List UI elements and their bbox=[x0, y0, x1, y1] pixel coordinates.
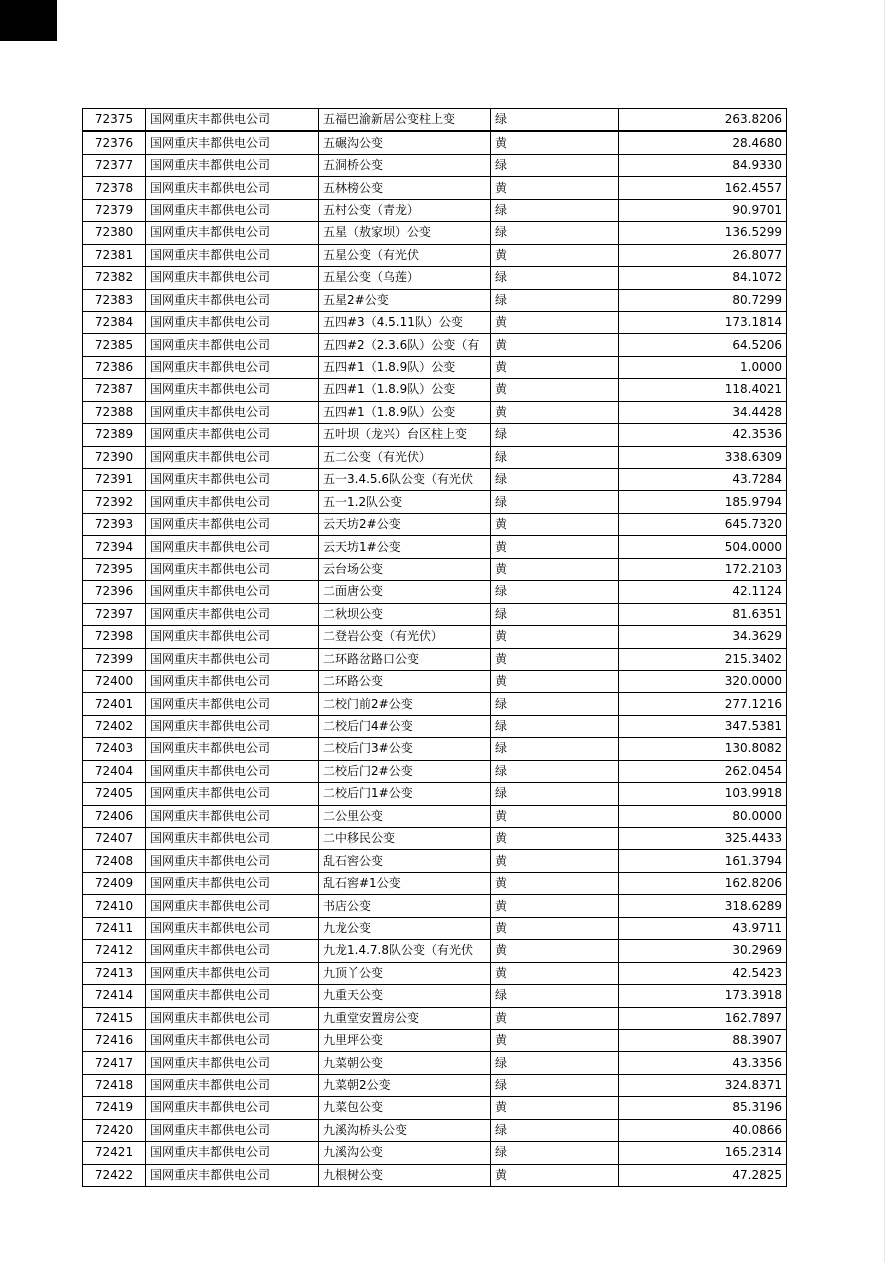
row-id-cell: 72408 bbox=[83, 850, 146, 872]
status-cell: 黄 bbox=[491, 895, 619, 917]
company-cell: 国网重庆丰都供电公司 bbox=[146, 558, 319, 580]
company-cell: 国网重庆丰都供电公司 bbox=[146, 940, 319, 962]
value-cell: 504.0000 bbox=[619, 536, 787, 558]
value-cell: 47.2825 bbox=[619, 1164, 787, 1186]
company-cell: 国网重庆丰都供电公司 bbox=[146, 154, 319, 176]
status-cell: 黄 bbox=[491, 536, 619, 558]
table-row bbox=[83, 1029, 787, 1051]
value-cell: 43.9711 bbox=[619, 917, 787, 939]
company-cell: 国网重庆丰都供电公司 bbox=[146, 334, 319, 356]
status-cell: 黄 bbox=[491, 558, 619, 580]
status-cell: 绿 bbox=[491, 715, 619, 737]
company-cell: 国网重庆丰都供电公司 bbox=[146, 222, 319, 244]
row-id-cell: 72387 bbox=[83, 379, 146, 401]
status-cell: 绿 bbox=[491, 738, 619, 760]
transformer-name-cell: 九菜包公变 bbox=[319, 1097, 491, 1119]
status-cell: 黄 bbox=[491, 850, 619, 872]
transformer-name-cell: 五林榜公变 bbox=[319, 177, 491, 199]
row-id-cell: 72402 bbox=[83, 715, 146, 737]
transformer-name-cell: 五二公变（有光伏） bbox=[319, 446, 491, 468]
status-cell: 绿 bbox=[491, 985, 619, 1007]
row-id-cell: 72385 bbox=[83, 334, 146, 356]
transformer-name-cell: 五四#3（4.5.11队）公变 bbox=[319, 311, 491, 333]
table-row bbox=[83, 154, 787, 176]
value-cell: 172.2103 bbox=[619, 558, 787, 580]
value-cell: 162.8206 bbox=[619, 872, 787, 894]
transformer-name-cell: 五一1.2队公变 bbox=[319, 491, 491, 513]
company-cell: 国网重庆丰都供电公司 bbox=[146, 311, 319, 333]
table-row bbox=[83, 872, 787, 894]
transformer-name-cell: 云天坊1#公变 bbox=[319, 536, 491, 558]
company-cell: 国网重庆丰都供电公司 bbox=[146, 917, 319, 939]
transformer-name-cell: 九里坪公变 bbox=[319, 1029, 491, 1051]
transformer-name-cell: 二中移民公变 bbox=[319, 828, 491, 850]
table-row bbox=[83, 940, 787, 962]
transformer-name-cell: 五村公变（青龙） bbox=[319, 199, 491, 221]
table-row bbox=[83, 693, 787, 715]
value-cell: 80.7299 bbox=[619, 289, 787, 311]
value-cell: 43.3356 bbox=[619, 1052, 787, 1074]
company-cell: 国网重庆丰都供电公司 bbox=[146, 895, 319, 917]
table-row bbox=[83, 558, 787, 580]
top-left-corner-block bbox=[0, 0, 57, 41]
transformer-name-cell: 五洞桥公变 bbox=[319, 154, 491, 176]
company-cell: 国网重庆丰都供电公司 bbox=[146, 244, 319, 266]
table-row bbox=[83, 715, 787, 737]
status-cell: 绿 bbox=[491, 693, 619, 715]
table-row bbox=[83, 783, 787, 805]
table-row bbox=[83, 1142, 787, 1164]
value-cell: 173.3918 bbox=[619, 985, 787, 1007]
transformer-name-cell: 九溪沟桥头公变 bbox=[319, 1119, 491, 1141]
status-cell: 黄 bbox=[491, 379, 619, 401]
transformer-name-cell: 九菜朝公变 bbox=[319, 1052, 491, 1074]
transformer-name-cell: 五星公变（有光伏 bbox=[319, 244, 491, 266]
status-cell: 黄 bbox=[491, 334, 619, 356]
status-cell: 绿 bbox=[491, 1074, 619, 1096]
row-id-cell: 72411 bbox=[83, 917, 146, 939]
transformer-name-cell: 二校后门4#公变 bbox=[319, 715, 491, 737]
status-cell: 绿 bbox=[491, 783, 619, 805]
company-cell: 国网重庆丰都供电公司 bbox=[146, 513, 319, 535]
table-row bbox=[83, 962, 787, 984]
status-cell: 绿 bbox=[491, 154, 619, 176]
status-cell: 黄 bbox=[491, 670, 619, 692]
transformer-name-cell: 二秋坝公变 bbox=[319, 603, 491, 625]
value-cell: 130.8082 bbox=[619, 738, 787, 760]
status-cell: 黄 bbox=[491, 177, 619, 199]
transformer-name-cell: 五福巴渝新居公变柱上变 bbox=[319, 109, 491, 132]
row-id-cell: 72404 bbox=[83, 760, 146, 782]
table-row bbox=[83, 895, 787, 917]
value-cell: 84.1072 bbox=[619, 267, 787, 289]
transformer-name-cell: 五星（敖家坝）公变 bbox=[319, 222, 491, 244]
table-row bbox=[83, 267, 787, 289]
table-row bbox=[83, 738, 787, 760]
table-row bbox=[83, 828, 787, 850]
table-row bbox=[83, 379, 787, 401]
row-id-cell: 72421 bbox=[83, 1142, 146, 1164]
table-row bbox=[83, 581, 787, 603]
transformer-name-cell: 二校门前2#公变 bbox=[319, 693, 491, 715]
row-id-cell: 72383 bbox=[83, 289, 146, 311]
status-cell: 绿 bbox=[491, 1142, 619, 1164]
row-id-cell: 72419 bbox=[83, 1097, 146, 1119]
table-row bbox=[83, 424, 787, 446]
status-cell: 黄 bbox=[491, 648, 619, 670]
company-cell: 国网重庆丰都供电公司 bbox=[146, 760, 319, 782]
value-cell: 645.7320 bbox=[619, 513, 787, 535]
table-row bbox=[83, 1164, 787, 1186]
value-cell: 136.5299 bbox=[619, 222, 787, 244]
row-id-cell: 72377 bbox=[83, 154, 146, 176]
status-cell: 绿 bbox=[491, 199, 619, 221]
value-cell: 161.3794 bbox=[619, 850, 787, 872]
status-cell: 黄 bbox=[491, 962, 619, 984]
company-cell: 国网重庆丰都供电公司 bbox=[146, 603, 319, 625]
row-id-cell: 72393 bbox=[83, 513, 146, 535]
table-row bbox=[83, 513, 787, 535]
transformer-name-cell: 二校后门3#公变 bbox=[319, 738, 491, 760]
row-id-cell: 72405 bbox=[83, 783, 146, 805]
company-cell: 国网重庆丰都供电公司 bbox=[146, 1029, 319, 1051]
value-cell: 34.3629 bbox=[619, 626, 787, 648]
value-cell: 318.6289 bbox=[619, 895, 787, 917]
value-cell: 325.4433 bbox=[619, 828, 787, 850]
company-cell: 国网重庆丰都供电公司 bbox=[146, 289, 319, 311]
company-cell: 国网重庆丰都供电公司 bbox=[146, 693, 319, 715]
row-id-cell: 72418 bbox=[83, 1074, 146, 1096]
transformer-name-cell: 书店公变 bbox=[319, 895, 491, 917]
table-row bbox=[83, 401, 787, 423]
table-body bbox=[83, 109, 787, 1187]
status-cell: 绿 bbox=[491, 491, 619, 513]
value-cell: 42.5423 bbox=[619, 962, 787, 984]
row-id-cell: 72386 bbox=[83, 356, 146, 378]
status-cell: 绿 bbox=[491, 581, 619, 603]
company-cell: 国网重庆丰都供电公司 bbox=[146, 109, 319, 132]
value-cell: 320.0000 bbox=[619, 670, 787, 692]
status-cell: 黄 bbox=[491, 401, 619, 423]
table-row bbox=[83, 917, 787, 939]
row-id-cell: 72416 bbox=[83, 1029, 146, 1051]
value-cell: 162.4557 bbox=[619, 177, 787, 199]
row-id-cell: 72420 bbox=[83, 1119, 146, 1141]
company-cell: 国网重庆丰都供电公司 bbox=[146, 805, 319, 827]
company-cell: 国网重庆丰都供电公司 bbox=[146, 985, 319, 1007]
row-id-cell: 72380 bbox=[83, 222, 146, 244]
transformer-name-cell: 九根树公变 bbox=[319, 1164, 491, 1186]
company-cell: 国网重庆丰都供电公司 bbox=[146, 738, 319, 760]
row-id-cell: 72406 bbox=[83, 805, 146, 827]
status-cell: 黄 bbox=[491, 1097, 619, 1119]
row-id-cell: 72395 bbox=[83, 558, 146, 580]
status-cell: 绿 bbox=[491, 1052, 619, 1074]
status-cell: 绿 bbox=[491, 1119, 619, 1141]
row-id-cell: 72379 bbox=[83, 199, 146, 221]
transformer-name-cell: 九菜朝2公变 bbox=[319, 1074, 491, 1096]
status-cell: 绿 bbox=[491, 109, 619, 132]
company-cell: 国网重庆丰都供电公司 bbox=[146, 850, 319, 872]
table-row bbox=[83, 1119, 787, 1141]
transformer-name-cell: 五四#2（2.3.6队）公变（有 bbox=[319, 334, 491, 356]
table-row bbox=[83, 760, 787, 782]
transformer-name-cell: 二环路公变 bbox=[319, 670, 491, 692]
value-cell: 42.1124 bbox=[619, 581, 787, 603]
table-row bbox=[83, 109, 787, 132]
value-cell: 263.8206 bbox=[619, 109, 787, 132]
value-cell: 40.0866 bbox=[619, 1119, 787, 1141]
value-cell: 324.8371 bbox=[619, 1074, 787, 1096]
company-cell: 国网重庆丰都供电公司 bbox=[146, 1142, 319, 1164]
table-row bbox=[83, 985, 787, 1007]
value-cell: 347.5381 bbox=[619, 715, 787, 737]
company-cell: 国网重庆丰都供电公司 bbox=[146, 626, 319, 648]
table-row bbox=[83, 469, 787, 491]
value-cell: 85.3196 bbox=[619, 1097, 787, 1119]
company-cell: 国网重庆丰都供电公司 bbox=[146, 1097, 319, 1119]
transformer-name-cell: 九顶丫公变 bbox=[319, 962, 491, 984]
row-id-cell: 72422 bbox=[83, 1164, 146, 1186]
status-cell: 黄 bbox=[491, 356, 619, 378]
value-cell: 42.3536 bbox=[619, 424, 787, 446]
company-cell: 国网重庆丰都供电公司 bbox=[146, 491, 319, 513]
company-cell: 国网重庆丰都供电公司 bbox=[146, 356, 319, 378]
status-cell: 绿 bbox=[491, 424, 619, 446]
company-cell: 国网重庆丰都供电公司 bbox=[146, 267, 319, 289]
status-cell: 黄 bbox=[491, 626, 619, 648]
row-id-cell: 72397 bbox=[83, 603, 146, 625]
row-id-cell: 72384 bbox=[83, 311, 146, 333]
table-row bbox=[83, 446, 787, 468]
value-cell: 43.7284 bbox=[619, 469, 787, 491]
table-row bbox=[83, 1007, 787, 1029]
value-cell: 262.0454 bbox=[619, 760, 787, 782]
row-id-cell: 72400 bbox=[83, 670, 146, 692]
company-cell: 国网重庆丰都供电公司 bbox=[146, 131, 319, 154]
value-cell: 338.6309 bbox=[619, 446, 787, 468]
row-id-cell: 72407 bbox=[83, 828, 146, 850]
company-cell: 国网重庆丰都供电公司 bbox=[146, 670, 319, 692]
status-cell: 黄 bbox=[491, 513, 619, 535]
value-cell: 215.3402 bbox=[619, 648, 787, 670]
table-row bbox=[83, 1097, 787, 1119]
row-id-cell: 72381 bbox=[83, 244, 146, 266]
value-cell: 165.2314 bbox=[619, 1142, 787, 1164]
row-id-cell: 72415 bbox=[83, 1007, 146, 1029]
value-cell: 277.1216 bbox=[619, 693, 787, 715]
row-id-cell: 72413 bbox=[83, 962, 146, 984]
table-row bbox=[83, 356, 787, 378]
transformer-name-cell: 五一3.4.5.6队公变（有光伏 bbox=[319, 469, 491, 491]
row-id-cell: 72382 bbox=[83, 267, 146, 289]
row-id-cell: 72401 bbox=[83, 693, 146, 715]
transformer-name-cell: 九重天公变 bbox=[319, 985, 491, 1007]
table-row bbox=[83, 1074, 787, 1096]
company-cell: 国网重庆丰都供电公司 bbox=[146, 424, 319, 446]
value-cell: 162.7897 bbox=[619, 1007, 787, 1029]
status-cell: 绿 bbox=[491, 469, 619, 491]
transformer-name-cell: 五叶坝（龙兴）台区柱上变 bbox=[319, 424, 491, 446]
company-cell: 国网重庆丰都供电公司 bbox=[146, 379, 319, 401]
company-cell: 国网重庆丰都供电公司 bbox=[146, 536, 319, 558]
status-cell: 黄 bbox=[491, 1007, 619, 1029]
transformer-name-cell: 五四#1（1.8.9队）公变 bbox=[319, 356, 491, 378]
transformer-name-cell: 云台场公变 bbox=[319, 558, 491, 580]
value-cell: 173.1814 bbox=[619, 311, 787, 333]
status-cell: 黄 bbox=[491, 1164, 619, 1186]
status-cell: 黄 bbox=[491, 828, 619, 850]
value-cell: 90.9701 bbox=[619, 199, 787, 221]
transformer-name-cell: 五星2#公变 bbox=[319, 289, 491, 311]
table-row bbox=[83, 491, 787, 513]
row-id-cell: 72390 bbox=[83, 446, 146, 468]
company-cell: 国网重庆丰都供电公司 bbox=[146, 715, 319, 737]
value-cell: 1.0000 bbox=[619, 356, 787, 378]
row-id-cell: 72399 bbox=[83, 648, 146, 670]
row-id-cell: 72375 bbox=[83, 109, 146, 132]
table-row bbox=[83, 1052, 787, 1074]
value-cell: 34.4428 bbox=[619, 401, 787, 423]
status-cell: 黄 bbox=[491, 311, 619, 333]
company-cell: 国网重庆丰都供电公司 bbox=[146, 581, 319, 603]
page-right-edge-line bbox=[884, 0, 885, 1262]
table-row bbox=[83, 805, 787, 827]
table-row bbox=[83, 222, 787, 244]
transformer-name-cell: 云天坊2#公变 bbox=[319, 513, 491, 535]
table-row bbox=[83, 648, 787, 670]
value-cell: 64.5206 bbox=[619, 334, 787, 356]
transformer-name-cell: 九重堂安置房公变 bbox=[319, 1007, 491, 1029]
transformer-name-cell: 五碾沟公变 bbox=[319, 131, 491, 154]
table-row bbox=[83, 670, 787, 692]
table-row bbox=[83, 199, 787, 221]
value-cell: 28.4680 bbox=[619, 131, 787, 154]
table-row bbox=[83, 536, 787, 558]
transformer-name-cell: 二校后门1#公变 bbox=[319, 783, 491, 805]
status-cell: 黄 bbox=[491, 872, 619, 894]
company-cell: 国网重庆丰都供电公司 bbox=[146, 177, 319, 199]
table-row bbox=[83, 131, 787, 154]
table-row bbox=[83, 244, 787, 266]
status-cell: 黄 bbox=[491, 1029, 619, 1051]
table-row bbox=[83, 311, 787, 333]
transformer-name-cell: 二校后门2#公变 bbox=[319, 760, 491, 782]
status-cell: 黄 bbox=[491, 805, 619, 827]
transformer-name-cell: 二公里公变 bbox=[319, 805, 491, 827]
company-cell: 国网重庆丰都供电公司 bbox=[146, 648, 319, 670]
company-cell: 国网重庆丰都供电公司 bbox=[146, 446, 319, 468]
value-cell: 118.4021 bbox=[619, 379, 787, 401]
company-cell: 国网重庆丰都供电公司 bbox=[146, 828, 319, 850]
value-cell: 80.0000 bbox=[619, 805, 787, 827]
company-cell: 国网重庆丰都供电公司 bbox=[146, 962, 319, 984]
company-cell: 国网重庆丰都供电公司 bbox=[146, 1119, 319, 1141]
table-row bbox=[83, 603, 787, 625]
data-table bbox=[82, 108, 787, 1187]
transformer-name-cell: 九溪沟公变 bbox=[319, 1142, 491, 1164]
transformer-name-cell: 二登岩公变（有光伏） bbox=[319, 626, 491, 648]
status-cell: 黄 bbox=[491, 244, 619, 266]
company-cell: 国网重庆丰都供电公司 bbox=[146, 872, 319, 894]
value-cell: 30.2969 bbox=[619, 940, 787, 962]
table-row bbox=[83, 177, 787, 199]
status-cell: 绿 bbox=[491, 289, 619, 311]
company-cell: 国网重庆丰都供电公司 bbox=[146, 1052, 319, 1074]
transformer-name-cell: 五四#1（1.8.9队）公变 bbox=[319, 401, 491, 423]
row-id-cell: 72388 bbox=[83, 401, 146, 423]
status-cell: 绿 bbox=[491, 267, 619, 289]
company-cell: 国网重庆丰都供电公司 bbox=[146, 1007, 319, 1029]
transformer-name-cell: 二环路岔路口公变 bbox=[319, 648, 491, 670]
row-id-cell: 72376 bbox=[83, 131, 146, 154]
row-id-cell: 72403 bbox=[83, 738, 146, 760]
company-cell: 国网重庆丰都供电公司 bbox=[146, 1164, 319, 1186]
transformer-name-cell: 五星公变（乌莲） bbox=[319, 267, 491, 289]
transformer-name-cell: 九龙1.4.7.8队公变（有光伏 bbox=[319, 940, 491, 962]
status-cell: 绿 bbox=[491, 222, 619, 244]
row-id-cell: 72394 bbox=[83, 536, 146, 558]
transformer-name-cell: 乱石窖#1公变 bbox=[319, 872, 491, 894]
value-cell: 26.8077 bbox=[619, 244, 787, 266]
value-cell: 84.9330 bbox=[619, 154, 787, 176]
transformer-name-cell: 乱石窖公变 bbox=[319, 850, 491, 872]
company-cell: 国网重庆丰都供电公司 bbox=[146, 401, 319, 423]
company-cell: 国网重庆丰都供电公司 bbox=[146, 783, 319, 805]
table-row bbox=[83, 289, 787, 311]
company-cell: 国网重庆丰都供电公司 bbox=[146, 1074, 319, 1096]
value-cell: 185.9794 bbox=[619, 491, 787, 513]
row-id-cell: 72389 bbox=[83, 424, 146, 446]
status-cell: 黄 bbox=[491, 131, 619, 154]
transformer-name-cell: 五四#1（1.8.9队）公变 bbox=[319, 379, 491, 401]
row-id-cell: 72391 bbox=[83, 469, 146, 491]
row-id-cell: 72396 bbox=[83, 581, 146, 603]
company-cell: 国网重庆丰都供电公司 bbox=[146, 469, 319, 491]
row-id-cell: 72378 bbox=[83, 177, 146, 199]
status-cell: 绿 bbox=[491, 760, 619, 782]
row-id-cell: 72398 bbox=[83, 626, 146, 648]
status-cell: 绿 bbox=[491, 446, 619, 468]
row-id-cell: 72409 bbox=[83, 872, 146, 894]
value-cell: 81.6351 bbox=[619, 603, 787, 625]
status-cell: 黄 bbox=[491, 940, 619, 962]
row-id-cell: 72392 bbox=[83, 491, 146, 513]
row-id-cell: 72414 bbox=[83, 985, 146, 1007]
row-id-cell: 72410 bbox=[83, 895, 146, 917]
company-cell: 国网重庆丰都供电公司 bbox=[146, 199, 319, 221]
transformer-name-cell: 九龙公变 bbox=[319, 917, 491, 939]
table-row bbox=[83, 850, 787, 872]
row-id-cell: 72412 bbox=[83, 940, 146, 962]
status-cell: 绿 bbox=[491, 603, 619, 625]
table-row bbox=[83, 626, 787, 648]
table-row bbox=[83, 334, 787, 356]
row-id-cell: 72417 bbox=[83, 1052, 146, 1074]
value-cell: 88.3907 bbox=[619, 1029, 787, 1051]
value-cell: 103.9918 bbox=[619, 783, 787, 805]
status-cell: 黄 bbox=[491, 917, 619, 939]
transformer-name-cell: 二面唐公变 bbox=[319, 581, 491, 603]
